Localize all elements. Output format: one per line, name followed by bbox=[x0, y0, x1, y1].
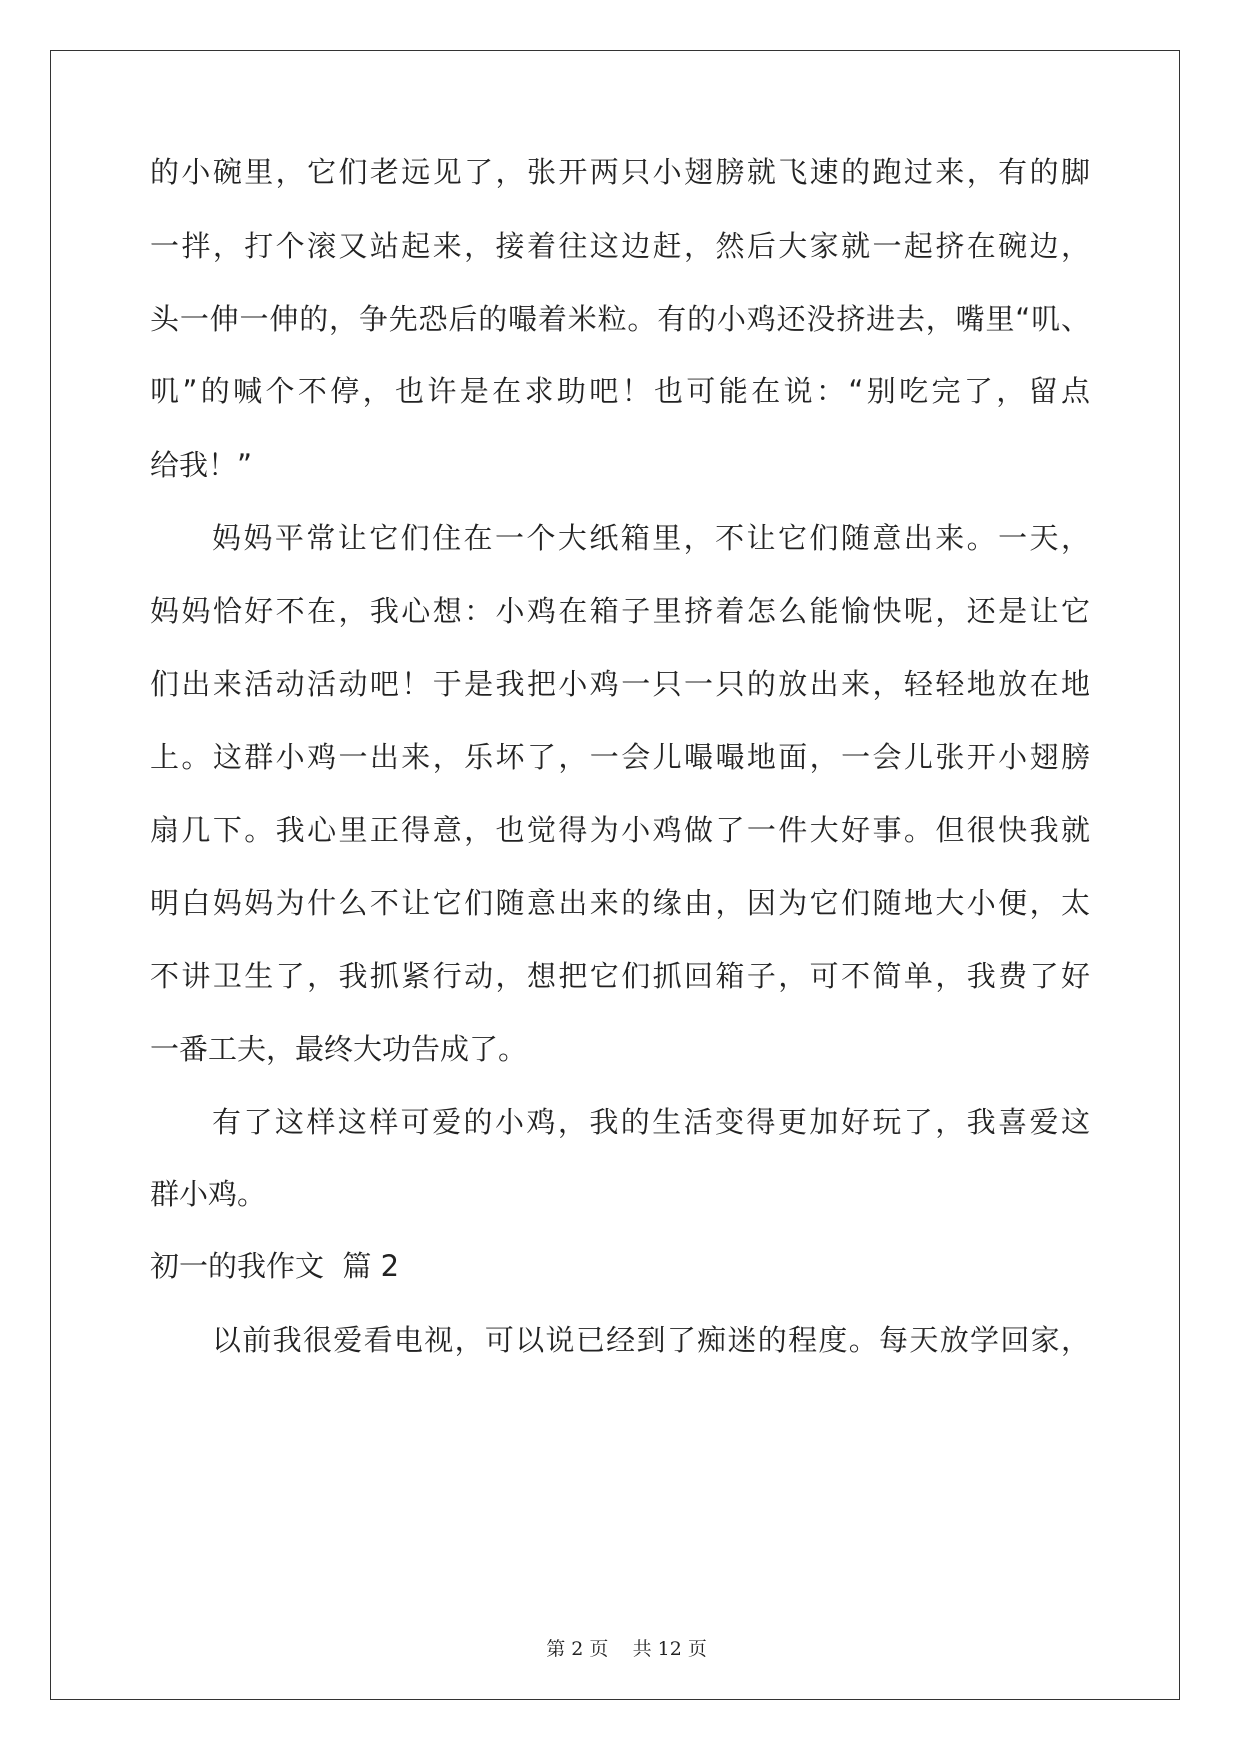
text-line: 明白妈妈为什么不让它们随意出来的缘由，因为它们随地大小便，太 bbox=[150, 886, 1090, 920]
text-line: 不讲卫生了，我抓紧行动，想把它们抓回箱子，可不简单，我费了好 bbox=[150, 959, 1090, 993]
text-line: 一番工夫，最终大功告成了。 bbox=[150, 1032, 528, 1066]
text-line: 一拌，打个滚又站起来，接着往这边赶，然后大家就一起挤在碗边， bbox=[150, 229, 1090, 263]
text-line: 群小鸡。 bbox=[150, 1177, 267, 1211]
text-line: 叽”的喊个不停，也许是在求助吧！也可能在说：“别吃完了，留点 bbox=[150, 374, 1090, 408]
text-line: 上。这群小鸡一出来，乐坏了，一会儿嘬嘬地面，一会儿张开小翅膀 bbox=[150, 740, 1090, 774]
paragraph-start-line: 有了这样这样可爱的小鸡，我的生活变得更加好玩了，我喜爱这 bbox=[212, 1105, 1090, 1139]
paragraph-start-line: 以前我很爱看电视，可以说已经到了痴迷的程度。每天放学回家， bbox=[212, 1323, 1090, 1357]
page-border bbox=[50, 50, 1180, 1700]
page-number: 第 2 页 共 12 页 bbox=[546, 1638, 707, 1660]
text-line: 头一伸一伸的，争先恐后的嘬着米粒。有的小鸡还没挤进去，嘴里“叽、 bbox=[150, 302, 1090, 336]
text-line: 们出来活动活动吧！于是我把小鸡一只一只的放出来，轻轻地放在地 bbox=[150, 667, 1090, 701]
text-line: 扇几下。我心里正得意，也觉得为小鸡做了一件大好事。但很快我就 bbox=[150, 813, 1090, 847]
text-line: 妈妈恰好不在，我心想：小鸡在箱子里挤着怎么能愉快呢，还是让它 bbox=[150, 594, 1090, 628]
text-line: 给我！” bbox=[150, 448, 253, 482]
page-footer bbox=[0, 1612, 1241, 1661]
text-line: 的小碗里，它们老远见了，张开两只小翅膀就飞速的跑过来，有的脚 bbox=[150, 155, 1090, 189]
paragraph-start-line: 妈妈平常让它们住在一个大纸箱里，不让它们随意出来。一天， bbox=[212, 521, 1090, 555]
section-heading: 初一的我作文 篇 2 bbox=[150, 1249, 400, 1283]
